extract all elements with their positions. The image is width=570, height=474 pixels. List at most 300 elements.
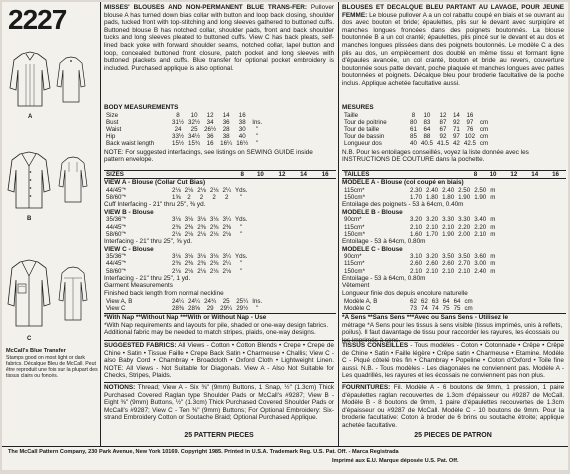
- body-measurement-cell: 34: [206, 118, 214, 126]
- right-yardage-cell: 1.90: [474, 194, 487, 201]
- divider-center: [338, 2, 339, 446]
- body-measurement-cell: 38: [238, 118, 246, 126]
- vetement-row: [342, 298, 475, 305]
- right-yardage-cell: 150cm*: [344, 267, 365, 275]
- right-yardage-cell: 2.10: [426, 267, 439, 275]
- right-yardage-row: [342, 268, 497, 275]
- right-yardage-cell: 1.80: [426, 194, 439, 201]
- left-yardage-cell: 2: [187, 194, 191, 201]
- right-size-header-cell: 10: [489, 171, 497, 178]
- body-measurements-table: [104, 112, 264, 148]
- body-measurement-cell: ": [256, 126, 259, 133]
- right-yardage-cell: 1.90: [458, 194, 471, 201]
- notions: [104, 382, 334, 422]
- body-measurement-cell: 36: [206, 133, 214, 141]
- garment-title: Garment Measurements: [104, 282, 173, 290]
- garment-cell: 24¼: [172, 297, 185, 305]
- left-yardage-cell: 2: [199, 194, 204, 201]
- right-yardage-cell: 2.10: [410, 267, 423, 275]
- left-yardage-cell: 2⅜: [209, 260, 219, 268]
- right-yardage-cell: 1.90: [442, 230, 455, 238]
- left-yardage-cell: 2¼: [222, 186, 232, 194]
- garment-cell: 25: [222, 297, 230, 305]
- right-yardage-cell: 2.30: [410, 186, 423, 194]
- body-measurement-cell: ": [256, 133, 259, 141]
- left-yardage-row: [104, 260, 249, 267]
- right-yardage-cell: 3.40: [474, 216, 487, 224]
- left-yardage-cell: ": [240, 223, 243, 231]
- right-yardage-cell: m: [490, 216, 496, 224]
- body-measurement-cell: 14: [222, 111, 230, 119]
- left-yardage-cell: 2⅛: [184, 230, 194, 238]
- vetement-cell: 73: [410, 304, 417, 312]
- body-measurement-cell: 26½: [204, 126, 217, 133]
- garment-sub: Finished back length from normal neckline: [104, 289, 224, 297]
- mesure-cell: 12: [439, 111, 447, 119]
- right-size-header-cell: 8: [473, 171, 478, 178]
- right-yardage-cell: 2.10: [458, 267, 471, 275]
- right-yardage-cell: 3.60: [474, 253, 487, 261]
- left-yardage-cell: 2⅛: [209, 267, 219, 275]
- body-measurement-row: [104, 133, 264, 140]
- body-measurement-cell: 12: [206, 111, 214, 119]
- body-measurement-cell: 16¼: [220, 140, 233, 148]
- vetement-cell: 75: [442, 304, 450, 312]
- right-yardage-cell: 1.70: [410, 194, 423, 201]
- mesure-cell: 83: [423, 118, 431, 126]
- left-yardage-cell: 1⅝: [172, 194, 181, 201]
- left-yardage-cell: 2: [225, 194, 229, 201]
- left-sizes-header: [104, 170, 336, 179]
- fournitures-text: Fil. Modèle A - 6 boutons de 9mm, 1 pression, 1 paire d'épaulettes raglan recouvertes de 1.3cm d'épaisseur ou #9287 de McCall. Modèle B - 8 boutons de 9mm, 1 paire d'épaulettes recouvertes de 1.3cm d'épaisseur ou #9287 de McCall. Modèle C - 10 boutons de 9mm. Pour la broderie facultative: Coton à broder de 6 brins ou soutache étroite; applique achetée facultative.: [342, 384, 564, 429]
- mesure-cell: Tour de taille: [344, 126, 380, 133]
- right-description: [342, 4, 564, 88]
- mesure-cell: cm: [479, 126, 489, 133]
- right-yardage-cell: m: [490, 253, 496, 261]
- left-yardage-cell: 2¼: [222, 260, 232, 268]
- left-yardage-cell: 2⅛: [209, 230, 219, 238]
- body-measurement-cell: Back waist length: [106, 140, 155, 148]
- right-yardage-cell: 2.40: [442, 186, 455, 194]
- mesure-row: [342, 140, 490, 147]
- mesure-cell: Tour de poitrine: [344, 118, 387, 126]
- view-c-label: C: [27, 336, 32, 342]
- body-measurement-cell: Ins.: [252, 118, 263, 126]
- right-yardage-row: [342, 224, 497, 231]
- vetement-title: Vêtement: [342, 282, 370, 290]
- left-yardage-cell: 58/60"*: [106, 230, 127, 238]
- left-yardage-cell: ": [240, 267, 243, 275]
- notions-title: NOTIONS:: [104, 384, 136, 391]
- view-a-back-figure: [56, 56, 86, 106]
- mesure-cell: 14: [452, 111, 460, 119]
- body-measurement-cell: 34½: [188, 133, 201, 141]
- body-measurement-cell: Hip: [106, 133, 116, 141]
- right-view-extra: Entoilage - 53 à 64cm, 0.80m: [342, 238, 426, 245]
- mesure-cell: 41.5: [436, 140, 449, 148]
- left-yardage-cell: 35/36"*: [106, 216, 127, 224]
- left-yardage-cell: 2⅜: [172, 223, 181, 231]
- right-desc: Le blouse pullover A a un col rabattu coupé en biais et se ouvrant au dos avec bouton et bride; épaulettes, plis sur le devant avec surpiqûre et manches longues froncées dans des poignets boutonnés. La blouse boutonnée B a un col cranté; épaulettes, plis pincé sur le devant et au dos et manches longues plissées dans des poignets boutonnés. Le modèle C a des plis au dos, un empiècement dos doublé en même tissu et formant ligne d'épaules avancée, un col cranté, bouton et bride au revers, couverture boutonnée sous patte devant, poche plaquée et manches longues avec pattes boutonnées et poignets. Décalque bleu pour broderie facultative de la poche inclus. Applique achetée facultative aussi.: [342, 11, 564, 87]
- right-yardage-row: [342, 187, 497, 194]
- left-yardage-row: [104, 268, 249, 275]
- body-measurement-cell: 16: [206, 140, 214, 148]
- left-yardage-cell: ": [240, 194, 243, 201]
- view-c-back-figure: [58, 266, 88, 324]
- left-desc: Pullover blouse A has turned down bias collar with button and loop back closing, shoulder pads, tucked front with top-stitching and long sleeves gathered to buttoned cuffs. Buttoned blouse B has notched collar, shoulder pads, front and back shoulder tucks and long sleeves pleated to buttoned cuffs. View C has back pleats, self-lined back yoke with forward shoulder seams, notched collar, lapel button and loop, concealed buttoned front closure, patch pocket and long sleeves with buttoned plackets and cuffs. Blue transfer for optional pocket embroidery is included. Purchased applique is also optional.: [104, 4, 335, 72]
- right-yardage-cell: 3.20: [426, 216, 439, 224]
- right-size-header-cell: 16: [552, 171, 559, 178]
- tissus-text: - Tous modèles - Coton • Cotonnade • Crêpe • Crêpe de Chine • Satin • Faille légère • Crêpe satin • Charmeuse • Etamine. Modèle C - Piqué côtelé très fin • Chambray • Popeline • Coton d'Oxford • Toile fine aussi. N.B. - Tous modèles - Les diagonales ne conviennent pas. Modèle A - Les quadrillés, les rayures et les écossais ne conviennent pas non plus.: [342, 342, 564, 380]
- right-yardage-cell: 3.20: [426, 253, 439, 261]
- mesure-cell: 42.5: [463, 140, 476, 148]
- mesure-cell: 97: [466, 118, 474, 126]
- mesure-cell: 8: [411, 111, 416, 119]
- left-yardage-cell: 2⅛: [222, 267, 232, 275]
- right-view-extra: Entoilage - 53 à 64cm, 0.80m: [342, 274, 426, 282]
- pattern-pieces-fr: 25 PIECES DE PATRON: [414, 432, 492, 439]
- right-yardage-cell: 2.00: [458, 230, 471, 238]
- mesure-row: [342, 119, 490, 126]
- left-yardage-cell: 2⅜: [184, 260, 194, 268]
- garment-cell: 28⅝: [188, 304, 201, 312]
- right-nap-note: métrage *A Sens pour les tissus à sens visible (tissus imprimés, unis à reflets, poilus). Il faut davantage de tissu pour raccorder les rayures, les écossais ou les imprimés à sens.: [342, 321, 563, 344]
- body-measurement-cell: 8: [176, 111, 180, 119]
- left-yardage-cell: 3⅛: [209, 216, 219, 224]
- left-description: [104, 4, 334, 72]
- right-yardage-cell: m: [490, 267, 496, 275]
- garment-cell: Ins.: [252, 297, 263, 305]
- left-yardage-cell: 3⅛: [184, 216, 194, 224]
- left-yardage-cell: 2⅛: [184, 267, 194, 275]
- left-yardage-cell: Yds.: [235, 253, 248, 261]
- mesure-cell: Tour de bassin: [344, 133, 385, 141]
- body-measurement-cell: 10: [190, 111, 198, 119]
- right-yardage-cell: 115cm*: [344, 223, 365, 231]
- mesure-cell: 76: [466, 126, 474, 133]
- mesure-cell: 71: [452, 126, 460, 133]
- right-yardage-cell: 3.30: [442, 216, 455, 224]
- right-yardage-row: [342, 260, 497, 267]
- view-a-front-figure: [6, 50, 54, 114]
- garment-cell: 24¼: [188, 297, 201, 305]
- suggested-fabrics: [104, 340, 334, 380]
- left-size-header-cell: 12: [278, 171, 286, 178]
- body-measurements-note: NOTE: For suggested interfacings, see listings on SEWING GUIDE inside pattern envelope.: [104, 148, 313, 164]
- right-view-table: [342, 216, 497, 238]
- body-measurement-row: [104, 119, 264, 126]
- right-yardage-row: [342, 216, 497, 223]
- left-size-header-cell: SIZES: [106, 171, 124, 178]
- mesure-cell: 10: [423, 111, 431, 119]
- body-measurement-cell: Size: [106, 111, 119, 119]
- body-measurement-row: [104, 112, 264, 119]
- body-measurement-cell: ": [256, 140, 259, 148]
- left-size-header-cell: 14: [300, 171, 307, 178]
- left-yardage-row: [104, 216, 249, 223]
- view-b-back-figure: [58, 156, 88, 206]
- mesure-cell: Longueur dos: [344, 140, 382, 148]
- left-yardage: [104, 170, 336, 337]
- left-yardage-cell: 2⅜: [197, 260, 206, 268]
- body-measurement-cell: 16½: [236, 140, 249, 148]
- left-view-table: [104, 216, 249, 238]
- right-yardage-cell: 2.10: [426, 223, 439, 231]
- right-yardage-cell: 150cm*: [344, 194, 365, 201]
- right-yardage-cell: 3.00: [474, 260, 487, 268]
- right-yardage-cell: 1.60: [410, 230, 423, 238]
- left-yardage-cell: 2⅛: [222, 230, 232, 238]
- right-yardage-cell: 2.60: [410, 260, 423, 268]
- right-yardage-cell: 2.10: [442, 267, 455, 275]
- suggested-fabrics-text: All Views - Cotton • Cotton Blends • Crepe • Crepe de Chine • Satin • Tissue Faille • Crepe Back Satin • Charmeuse • Challis; View C - also Baby Cord • Chambray • Broadcloth • Oxford Cloth • Lightweight Linen. NOTE: All Views - Not Suitable for Diagonals. View A - Also Not Suitable for Checks, Stripes, Plaids.: [104, 342, 334, 380]
- left-yardage-cell: ": [240, 230, 243, 238]
- mesure-cell: Taille: [344, 111, 359, 119]
- mesures-table: [342, 112, 490, 148]
- mesure-row: [342, 112, 490, 119]
- right-yardage-cell: 90cm*: [344, 216, 362, 224]
- vetement-table: [342, 298, 475, 312]
- garment-row: [104, 305, 264, 312]
- left-yardage-cell: 44/45"*: [106, 260, 127, 268]
- right-yardage-cell: 2.70: [458, 260, 471, 268]
- right-yardage-cell: 2.40: [426, 186, 439, 194]
- left-yardage-cell: 2⅛: [197, 230, 206, 238]
- right-yardage-cell: 2.10: [442, 223, 455, 231]
- right-size-header-cell: 12: [510, 171, 518, 178]
- left-view-title: VIEW A - Blouse (Collar Cut Bias): [104, 179, 206, 187]
- footer-copyright: The McCall Pattern Company, 230 Park Avenue, New York 10169. Copyright 1985. Printed in U.S.A. Trademark Reg. U.S. Pat. Off. - Marca Registrada: [8, 449, 399, 455]
- mesure-cell: 80: [410, 118, 417, 126]
- mesure-cell: cm: [479, 140, 489, 148]
- body-measurement-cell: [250, 112, 264, 119]
- right-view-title: MODELE C - Blouse: [342, 245, 403, 253]
- garment-cell: 24¾: [204, 297, 217, 305]
- left-yardage-cell: Yds.: [235, 186, 248, 194]
- right-yardage-cell: 115cm*: [344, 186, 365, 194]
- right-yardage-cell: 2.60: [442, 260, 455, 268]
- right-yardage-row: [342, 253, 497, 260]
- right-yardage-cell: 2.50: [474, 186, 487, 194]
- left-yardage-cell: 3¼: [222, 253, 232, 261]
- divider-footer: [2, 446, 568, 447]
- left-yardage-cell: 3⅛: [184, 253, 194, 261]
- left-yardage-cell: 2: [212, 194, 216, 201]
- right-yardage-row: [342, 194, 497, 201]
- vetement-cell: 62: [410, 297, 417, 305]
- right-yardage-cell: 3.30: [458, 216, 471, 224]
- garment-cell: View A, B: [106, 297, 133, 305]
- right-yardage-cell: 150cm*: [344, 230, 365, 238]
- right-yardage-cell: 2.20: [458, 223, 471, 231]
- right-view-title: MODELE A - Blouse (col coupé en biais): [342, 179, 464, 187]
- divider-left: [100, 2, 101, 446]
- notions-text: Thread; View A - Six ⅜" (9mm) Buttons, 1 Snap, ½" (1.3cm) Thick Purchased Covered Raglan type Shoulder Pads or McCall's #9287; View B - Eight ⅜" (9mm) Buttons, ½" (1.3cm) Thick Purchased Covered Shoulder Pads or McCall's #9287; View C - Ten ⅜" (9mm) Buttons; For Optional Embroidery: Six-strand Embroidery Cotton or Soutache Braid; Optional Purchased Applique.: [104, 384, 334, 422]
- left-title: MISSES' BLOUSES AND NON-PERMANENT BLUE TRANS-FER:: [104, 4, 307, 11]
- left-yardage-cell: 3⅛: [172, 253, 181, 261]
- mesure-cell: 16: [466, 111, 474, 119]
- right-yardage-cell: 3.10: [410, 253, 423, 261]
- left-yardage-cell: 58/60"*: [106, 194, 127, 201]
- mesure-cell: 87: [439, 118, 447, 126]
- pattern-number: 2227: [8, 4, 67, 35]
- vetement-cell: cm: [464, 297, 473, 305]
- garment-table: [104, 298, 264, 312]
- garment-cell: 28⅜: [172, 304, 185, 312]
- body-measurement-cell: 24: [174, 126, 182, 133]
- right-yardage-cell: 2.20: [474, 223, 487, 231]
- left-yardage-cell: 44/45"*: [106, 223, 127, 231]
- left-yardage-cell: 3⅛: [209, 253, 219, 261]
- right-view-table: [342, 187, 497, 201]
- view-b-label: B: [27, 216, 32, 222]
- left-yardage-cell: Yds.: [235, 216, 248, 224]
- left-yardage-cell: 35/36"*: [106, 253, 127, 261]
- body-measurement-cell: 28: [222, 126, 230, 133]
- body-measurement-cell: 33½: [172, 133, 185, 141]
- left-yardage-cell: 2⅜: [222, 223, 232, 231]
- left-view-table: [104, 253, 249, 275]
- body-measurement-cell: 16: [238, 111, 246, 119]
- left-yardage-cell: 58/60"*: [106, 267, 127, 275]
- body-measurement-cell: 30: [238, 126, 246, 133]
- vetement-cell: 64: [453, 297, 461, 305]
- body-measurement-cell: Waist: [106, 126, 122, 133]
- tissus-conseilles: [342, 340, 564, 380]
- left-yardage-cell: 2⅛: [172, 230, 181, 238]
- left-yardage-row: [104, 187, 249, 194]
- left-view-table: [104, 187, 249, 201]
- right-size-header-cell: 14: [531, 171, 539, 178]
- mesure-cell: 97: [452, 133, 460, 141]
- left-yardage-cell: 2⅜: [172, 260, 181, 268]
- right-yardage-cell: 3.50: [442, 253, 455, 261]
- body-measurement-cell: 38: [222, 133, 230, 141]
- mesure-cell: 40.5: [420, 140, 433, 148]
- left-nap-note: *With Nap requirements and layouts for pile, shaded or one-way design fabrics. Additional fabric may be needed to match stripes, plaids, one-way designs.: [104, 321, 329, 337]
- right-yardage-cell: 1.80: [442, 194, 455, 201]
- left-yardage-row: [104, 231, 249, 238]
- left-yardage-cell: 2⅛: [197, 186, 206, 194]
- garment-cell: 25¼: [236, 297, 249, 305]
- left-yardage-row: [104, 253, 249, 260]
- blue-transfer-note: [6, 348, 98, 379]
- vetement-cell: 74: [420, 304, 428, 312]
- left-yardage-row: [104, 224, 249, 231]
- garment-cell: 29½: [236, 304, 249, 312]
- body-measurements: [104, 104, 334, 164]
- pattern-pieces-en: 25 PATTERN PIECES: [184, 432, 254, 439]
- right-yardage-cell: m: [490, 186, 496, 194]
- mesure-cell: 92: [452, 118, 460, 126]
- right-nap-line: *A Sens **Sans Sens ***Avec ou Sans Sens - Utilisez le: [342, 313, 566, 322]
- pattern-envelope-back: [2, 2, 568, 470]
- suggested-fabrics-title: SUGGESTED FABRICS:: [104, 342, 177, 349]
- mesure-row: [342, 133, 490, 140]
- right-yardage-cell: 115cm*: [344, 260, 365, 268]
- mesure-cell: 92: [439, 133, 447, 141]
- body-measurement-cell: 40: [238, 133, 246, 141]
- left-yardage-cell: 2⅛: [172, 267, 181, 275]
- view-a-label: A: [28, 114, 33, 120]
- right-view-table: [342, 253, 497, 275]
- left-view-extra: Interfacing - 21" thru 25", ⅝ yd.: [104, 238, 193, 245]
- body-measurement-cell: Bust: [106, 118, 119, 126]
- left-yardage-cell: 44/45"*: [106, 186, 127, 194]
- left-nap-line: *With Nap **Without Nap ***With or Without Nap - Use: [104, 313, 336, 322]
- right-yardage-cell: m: [490, 260, 496, 268]
- vetement-cell: 75: [453, 304, 461, 312]
- mesure-cell: [478, 112, 490, 119]
- vetement-cell: 64: [442, 297, 450, 305]
- left-yardage-cell: 2⅜: [184, 223, 194, 231]
- mesures-note: N.B. Pour les entoilages conseillés, voyez la liste donnée avec les INSTRUCTIONS DE COUTURE dans la pochette.: [342, 148, 529, 164]
- view-b-front-figure: [4, 150, 54, 216]
- vetement-cell: Modèle C: [344, 304, 371, 312]
- vetement-row: [342, 305, 475, 312]
- mesure-cell: 88: [423, 133, 431, 141]
- tissus-title: TISSUS CONSEILLES: [342, 342, 409, 349]
- right-size-header-cell: TAILLES: [344, 171, 370, 178]
- vetement-cell: 62: [420, 297, 428, 305]
- left-view-extra: Interfacing - 21" thru 25", 1 yd.: [104, 274, 191, 282]
- mesure-cell: 64: [423, 126, 431, 133]
- right-yardage: [342, 170, 566, 344]
- body-measurement-cell: 15½: [172, 140, 185, 148]
- left-yardage-cell: 3⅛: [197, 253, 206, 261]
- left-yardage-cell: ": [240, 260, 243, 268]
- left-view-title: VIEW B - Blouse: [104, 208, 154, 216]
- mesure-cell: 85: [410, 133, 417, 141]
- body-measurement-cell: 25: [190, 126, 198, 133]
- left-view-title: VIEW C - Blouse: [104, 245, 154, 253]
- garment-row: [104, 298, 264, 305]
- blue-transfer-title: McCall's Blue Transfer: [6, 348, 66, 354]
- body-measurement-cell: 15¾: [188, 140, 201, 148]
- right-sizes-header: [342, 170, 566, 179]
- left-size-header-cell: 16: [321, 171, 329, 178]
- left-size-header-cell: 8: [240, 171, 244, 178]
- mesures: [342, 104, 564, 164]
- left-yardage-cell: 3⅛: [172, 216, 181, 224]
- garment-cell: ": [256, 304, 259, 312]
- mesure-cell: 42: [452, 140, 460, 148]
- left-yardage-cell: 3⅛: [197, 216, 206, 224]
- right-view-title: MODELE B - Blouse: [342, 208, 403, 216]
- right-view-extra: Entoilage des poignets - 53 à 64cm, 0.40m: [342, 201, 464, 209]
- fournitures-title: FOURNITURES:: [342, 384, 391, 391]
- vetement-cell: Modèle A, B: [344, 297, 378, 305]
- right-yardage-cell: m: [490, 230, 496, 238]
- body-measurement-cell: 36: [222, 118, 230, 126]
- left-size-header-cell: 10: [256, 171, 264, 178]
- vetement-cell: cm: [464, 304, 473, 312]
- vetement-sub: Longueur finie dos depuis encolure naturelle: [342, 289, 468, 297]
- fournitures: [342, 382, 564, 430]
- right-yardage-cell: 1.70: [426, 230, 439, 238]
- garment-cell: View C: [106, 304, 126, 312]
- mesure-row: [342, 126, 490, 133]
- mesure-cell: 61: [410, 126, 417, 133]
- view-c-front-figure: [4, 258, 54, 334]
- right-yardage-cell: m: [490, 223, 496, 231]
- left-view-extra: Cuff Interfacing - 21" thru 25", ⅜ yd.: [104, 201, 206, 209]
- body-measurements-title: BODY MEASUREMENTS: [104, 104, 179, 111]
- right-yardage-cell: 2.10: [474, 230, 487, 238]
- right-yardage-cell: 90cm*: [344, 253, 362, 261]
- mesures-title: MESURES: [342, 104, 374, 111]
- vetement-cell: 74: [431, 304, 439, 312]
